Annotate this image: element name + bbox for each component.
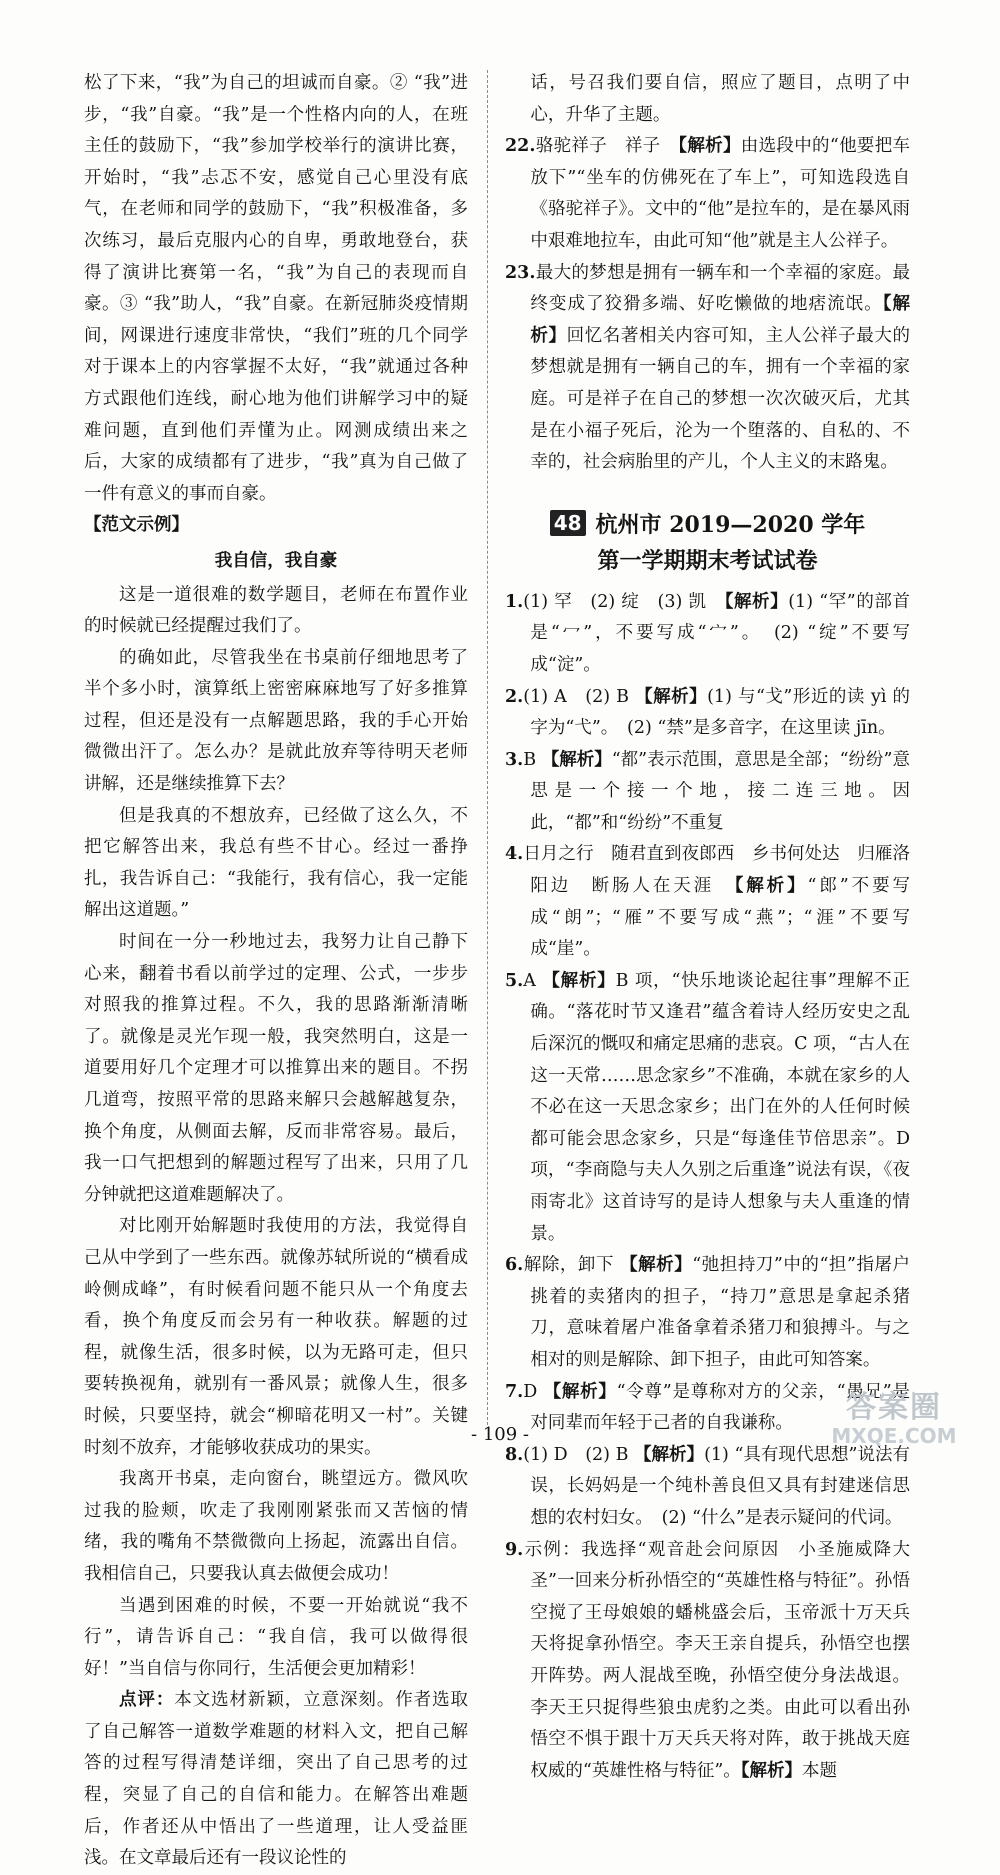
- answer-item: [505, 258, 910, 479]
- item-text: B: [523, 749, 542, 770]
- answer-item: [505, 1535, 910, 1788]
- analysis-text: “弛担持刀”中的“担”指屠户挑着的卖猪肉的担子，“持刀”意思是拿起杀猪刀，意味着屠户准备拿着杀猪刀和狼搏斗。与之相对的则是解除、卸下担子，由此可知答案。: [530, 1255, 911, 1370]
- exam-title-text-1: 杭州市 2019—2020 学年: [595, 511, 866, 538]
- page-number-value: 109: [482, 1424, 518, 1445]
- item-number: 4.: [505, 844, 524, 865]
- answer-item: [505, 131, 910, 257]
- essay-paragraph: 时间在一分一秒地过去，我努力让自己静下心来，翻着书看以前学过的定理、公式，一步步对照我的推算过程。不久，我的思路渐渐清晰了。就像是灵光乍现一般，我突然明白，这是一道要用好几个定理才可以推算出来的题目。不拐几道弯，按照平常的思路来解只会越解越复杂，换个角度，从侧面去解，反而非常容易。最后，我一口气把想到的解题过程写了出来，只用了几分钟就把这道难题解决了。: [84, 932, 468, 1205]
- item-number: 9.: [505, 1539, 524, 1560]
- section-heading: 【范文示例】: [84, 515, 189, 536]
- item-text: A: [523, 970, 543, 991]
- answer-item: [505, 745, 910, 840]
- analysis-text: (1) “具有现代思想”说法有误，长妈妈是一个纯朴善良但又具有封建迷信思想的农村妇女。 (2) “什么”是表示疑问的代词。: [530, 1444, 910, 1528]
- item-text: 日月之行 随君直到夜郎西 乡书何处达 归雁洛阳边 断肠人在天涯: [523, 844, 910, 897]
- item-number: 23.: [505, 262, 536, 283]
- item-number: 7.: [505, 1381, 524, 1402]
- left-column: [84, 68, 468, 1875]
- watermark-logo: [814, 1391, 974, 1447]
- item-text: (1) D (2) B: [523, 1444, 635, 1465]
- answer-item: [505, 1250, 910, 1376]
- item-text: 最大的梦想是拥有一辆车和一个幸福的家庭。最终变成了狡猾多端、好吃懒做的地痞流氓。: [530, 262, 910, 315]
- analysis-text: B 项，“快乐地谈论起往事”理解不正确。“落花时节又逢君”蕴含着诗人经历安史之乱后深沉的慨叹和痛定思痛的悲哀。C 项，“古人在这一天常……思念家乡”不准确，本就在家乡的人不必在这一天思念家乡；出门在外的人任何时候都可能会思念家乡，只是“每逢佳节倍思亲”。D 项，“李商隐与夫人久别之后重逢”说法有误，《夜雨寄北》这首诗写的是诗人想象与夫人重逢的情景。: [530, 970, 911, 1244]
- essay-paragraph: 当遇到困难的时候，不要一开始就说“我不行”，请告诉自己：“我自信，我可以做得很好！”当自信与你同行，生活便会更加精彩！: [84, 1595, 468, 1679]
- item-number: 22.: [505, 136, 536, 157]
- answer-item: [505, 839, 910, 965]
- exam-number-badge: 48: [550, 510, 586, 536]
- essay-comment: [84, 1685, 468, 1875]
- essay-paragraph: 我离开书桌，走向窗台，眺望远方。微风吹过我的脸颊，吹走了我刚刚紧张而又苦恼的情绪，我的嘴角不禁微微向上扬起，流露出自信。我相信自己，只要我认真去做便会成功！: [84, 1469, 468, 1584]
- item-text: 骆驼祥子 祥子: [535, 136, 679, 157]
- watermark-text: 答案圈: [846, 1390, 942, 1425]
- item-number: 5.: [505, 970, 524, 991]
- essay-paragraph: 这是一道很难的数学题目，老师在布置作业的时候就已经提醒过我们了。: [84, 584, 468, 637]
- item-text: D: [523, 1381, 544, 1402]
- analysis-tag: 【解析】: [530, 294, 911, 346]
- analysis-text: 由选段中的“他要把车放下”“坐车的仿佛死在了车上”，可知选段选自《骆驼祥子》。文中的“他”是拉车的，是在暴风雨中艰难地拉车，由此可知“他”就是主人公祥子。: [530, 136, 911, 251]
- analysis-tag: 【解析】: [734, 876, 808, 897]
- answer-item: [505, 682, 910, 745]
- item-number: 6.: [505, 1255, 524, 1276]
- item-number: 3.: [505, 749, 524, 770]
- item-number: 2.: [505, 686, 524, 707]
- comment-label: 点评：: [119, 1690, 175, 1711]
- answer-item: [505, 966, 910, 1250]
- answer-paragraph: 松了下来，“我”为自己的坦诚而自豪。② “我”进步，“我”自豪。“我”是一个性格内向的人，在班主任的鼓励下，“我”参加学校举行的演讲比赛，开始时，“我”忐忑不安，感觉自己心里没有底气，在老师和同学的鼓励下，“我”积极准备，多次练习，最后克服内心的自卑，勇敢地登台，获得了演讲比赛第一名，“我”为自己的表现而自豪。③ “我”助人，“我”自豪。在新冠肺炎疫情期间，网课进行速度非常快，“我们”班的几个同学对于课本上的内容掌握不太好，“我”就通过各种方式跟他们连线，耐心地为他们讲解学习中的疑难问题，直到他们弄懂为止。网测成绩出来之后，大家的成绩都有了进步，“我”真为自己做了一件有意义的事而自豪。: [84, 73, 468, 504]
- analysis-text: “令尊”是尊称对方的父亲，“愚兄”是对同辈而年轻于己者的自我谦称。: [530, 1381, 910, 1434]
- page-number: - 109 -: [471, 1424, 529, 1445]
- analysis-tag: 【解析】: [541, 749, 612, 770]
- analysis-text: 回忆名著相关内容可知，主人公祥子最大的梦想就是拥有一辆自己的车，拥有一个幸福的家庭。可是祥子在自己的梦想一次次破灭后，尤其是在小福子死后，沦为一个堕落的、自私的、不幸的，社会病胎里的产儿，个人主义的末路鬼。: [530, 325, 911, 473]
- item-text: 示例：我选择“观音赴会问原因 小圣施威降大圣”一回来分析孙悟空的“英雄性格与特征”。孙悟空搅了王母娘娘的蟠桃盛会后，玉帝派十万天兵天将捉拿孙悟空。李天王亲自提兵，孙悟空也摆开阵势。两人混战至晚，孙悟空使分身法战退。李天王只捉得些狼虫虎豹之类。由此可以看出孙悟空不惧于跟十万天兵天将对阵，敢于挑战天庭权威的“英雄性格与特征”。: [523, 1539, 910, 1781]
- item-number: 1.: [505, 591, 524, 612]
- analysis-tag: 【解析】: [724, 591, 789, 612]
- answer-continuation: 话，号召我们要自信，照应了题目，点明了中心，升华了主题。: [530, 73, 910, 125]
- answer-item: [505, 1440, 910, 1535]
- right-column: [505, 68, 910, 1787]
- essay-paragraph: 的确如此，尽管我坐在书桌前仔细地思考了半个多小时，演算纸上密密麻麻地写了好多推算过程，但还是没有一点解题思路，我的手心开始微微出汗了。怎么办？是就此放弃等待明天老师讲解，还是继续推算下去？: [84, 647, 468, 795]
- analysis-text: “郎”不要写成“朗”；“雁”不要写成“燕”；“涯”不要写成“崖”。: [530, 876, 911, 960]
- analysis-text: “都”表示范围，意思是全部；“纷纷”意思是一个接一个地，接二连三地。因此，“都”和“纷纷”不重复: [530, 749, 911, 833]
- analysis-tag: 【解析】: [635, 686, 708, 707]
- analysis-tag: 【解析】: [678, 136, 741, 157]
- analysis-tag: 【解析】: [543, 1381, 617, 1402]
- essay-paragraph: 但是我真的不想放弃，已经做了这么久，不把它解答出来，我总有些不甘心。经过一番挣扎，我告诉自己：“我能行，我有信心，我一定能解出这道题。”: [84, 805, 468, 921]
- analysis-tag: 【解析】: [740, 1760, 803, 1781]
- answer-list: [505, 587, 910, 1788]
- answer-item: [505, 587, 910, 682]
- essay-paragraph: 对比刚开始解题时我使用的方法，我觉得自己从中学到了一些东西。就像苏轼所说的“横看成岭侧成峰”，有时候看问题不能只从一个角度去看，换个角度反而会另有一种收获。解题的过程，就像生活，很多时候，以为无路可走，但只要转换视角，就别有一番风景；就像人生，很多时候，只要坚持，就会“柳暗花明又一村”。关键时刻不放弃，才能够收获成功的果实。: [84, 1216, 468, 1458]
- analysis-text: (1) 与“戈”形近的读 yì 的字为“弋”。 (2) “禁”是多音字，在这里读 jīn。: [530, 686, 911, 739]
- item-number: 8.: [505, 1444, 524, 1465]
- item-text: (1) A (2) B: [523, 686, 636, 707]
- analysis-tag: 【解析】: [634, 1444, 705, 1465]
- analysis-tag: 【解析】: [620, 1255, 693, 1276]
- exam-title-line-1: [505, 507, 910, 543]
- item-text: 解除，卸下: [523, 1255, 621, 1276]
- exam-title: [505, 507, 910, 579]
- watermark-url: MXQE.COM: [831, 1424, 957, 1448]
- item-text: (1) 罕 (2) 绽 (3) 凯: [523, 591, 725, 612]
- exam-title-line-2: 第一学期期末考试试卷: [597, 547, 818, 574]
- analysis-tag: 【解析】: [542, 970, 616, 991]
- analysis-text: 本题: [802, 1760, 838, 1781]
- essay-title: 我自信，我自豪: [214, 550, 338, 571]
- analysis-text: (1) “罕”的部首是“冖”，不要写成“宀”。 (2) “绽”不要写成“淀”。: [530, 591, 911, 675]
- column-divider: [487, 70, 488, 1425]
- comment-text: 本文选材新颖，立意深刻。作者选取了自己解答一道数学难题的材料入文，把自己解答的过程写得清楚详细，突出了自己思考的过程，突显了自己的自信和能力。在解答出难题后，作者还从中悟出了一些道理，让人受益匪浅。在文章最后还有一段议论性的: [84, 1690, 468, 1869]
